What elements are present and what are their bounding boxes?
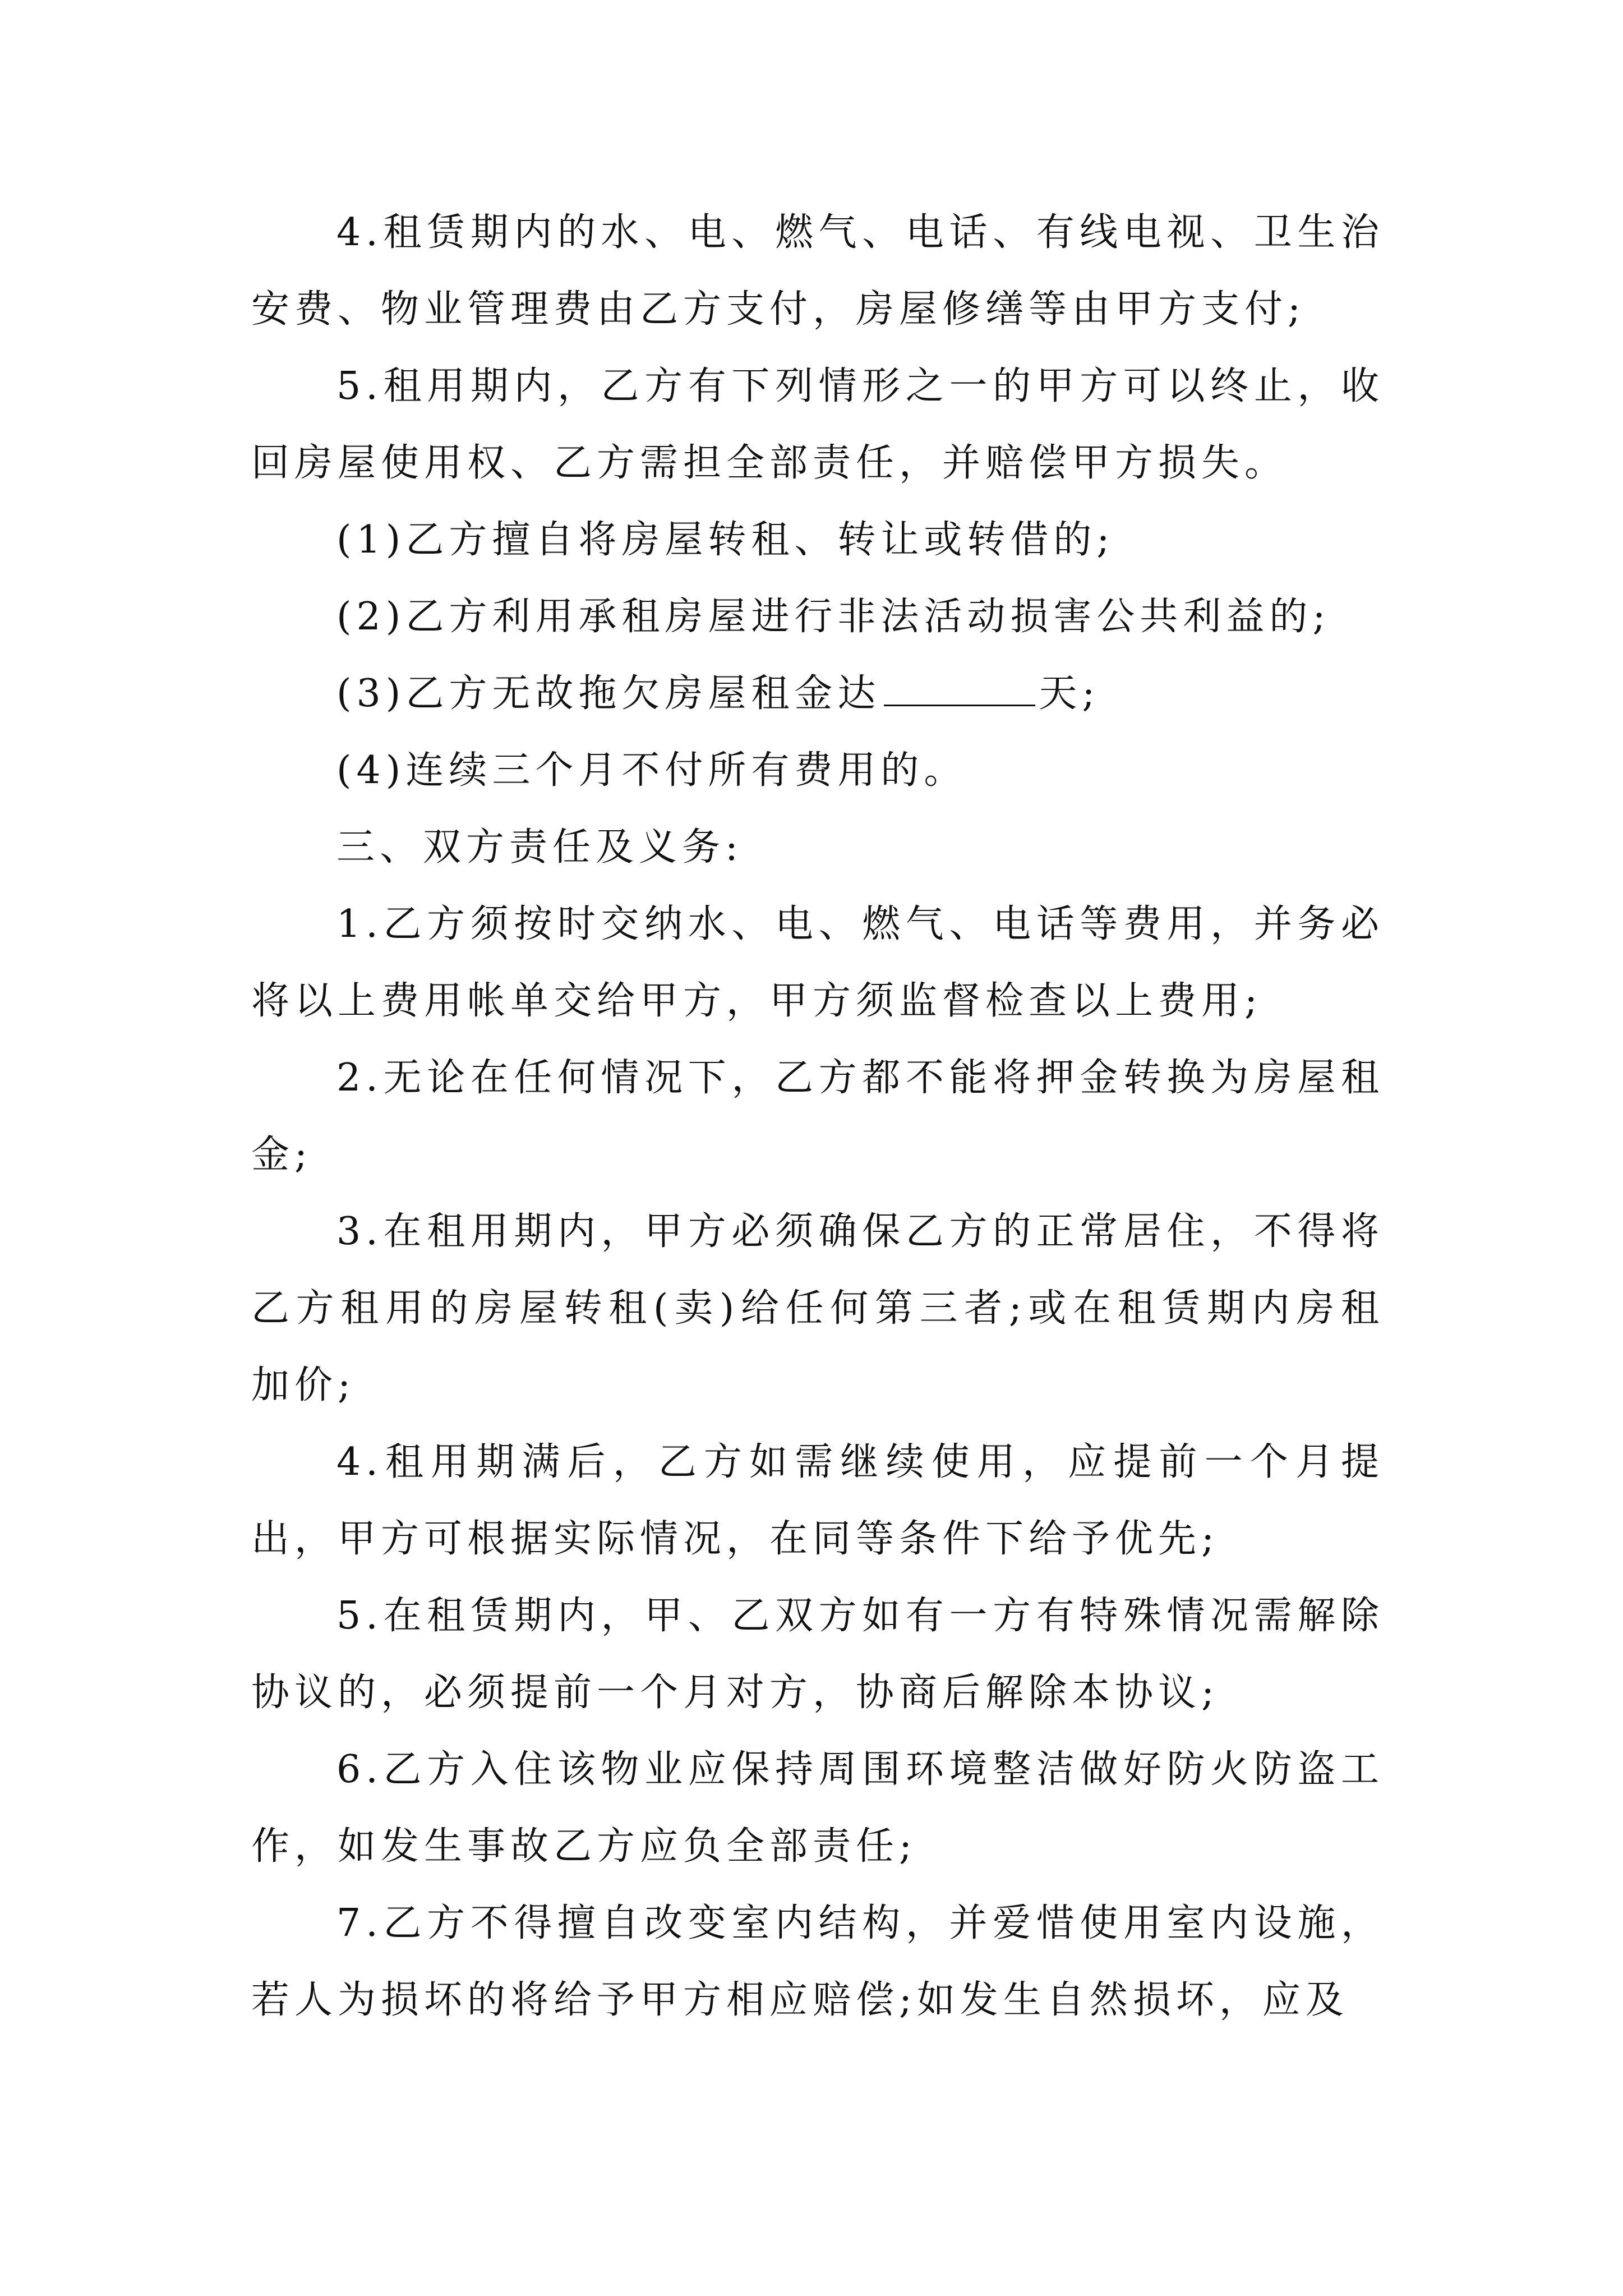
termination-case-3 bbox=[251, 655, 1384, 732]
duty-7: 7.乙方不得擅自改变室内结构，并爱惜使用室内设施，若人为损坏的将给予甲方相应赔偿;如发生自然损坏，应及 bbox=[251, 1901, 1384, 2022]
termination-case-4: (4)连续三个月不付所有费用的。 bbox=[336, 748, 967, 793]
duty-6: 6.乙方入住该物业应保持周围环境整洁做好防火防盗工作，如发生事故乙方应负全部责任; bbox=[251, 1747, 1384, 1869]
duty-4: 4.租用期满后，乙方如需继续使用，应提前一个月提出，甲方可根据实际情况，在同等条件下给予优先; bbox=[251, 1440, 1384, 1561]
duty-5: 5.在租赁期内，甲、乙双方如有一方有特殊情况需解除协议的，必须提前一个月对方，协商后解除本协议; bbox=[251, 1594, 1384, 1715]
document-body bbox=[251, 194, 1384, 2039]
days-blank-field bbox=[884, 671, 1035, 706]
clause-5-termination: 5.租用期内，乙方有下列情形之一的甲方可以终止，收回房屋使用权、乙方需担全部责任，并赔偿甲方损失。 bbox=[251, 364, 1384, 485]
duty-1: 1.乙方须按时交纳水、电、燃气、电话等费用，并务必将以上费用帐单交给甲方，甲方须监督检查以上费用; bbox=[251, 902, 1384, 1023]
clause-4-utilities: 4.租赁期内的水、电、燃气、电话、有线电视、卫生治安费、物业管理费由乙方支付，房屋修缮等由甲方支付; bbox=[251, 210, 1384, 332]
duty-3: 3.在租用期内，甲方必须确保乙方的正常居住，不得将乙方租用的房屋转租(卖)给任何第三者;或在租赁期内房租加价; bbox=[251, 1209, 1384, 1407]
duty-2: 2.无论在任何情况下，乙方都不能将押金转换为房屋租金; bbox=[251, 1056, 1384, 1177]
termination-case-1: (1)乙方擅自将房屋转租、转让或转借的; bbox=[336, 518, 1115, 562]
termination-case-3-suffix: 天; bbox=[1039, 671, 1100, 716]
section-heading-responsibilities: 三、双方责任及义务: bbox=[336, 825, 743, 869]
termination-case-2: (2)乙方利用承租房屋进行非法活动损害公共利益的; bbox=[336, 595, 1331, 639]
termination-case-3-prefix: (3)乙方无故拖欠房屋租金达 bbox=[336, 671, 881, 716]
